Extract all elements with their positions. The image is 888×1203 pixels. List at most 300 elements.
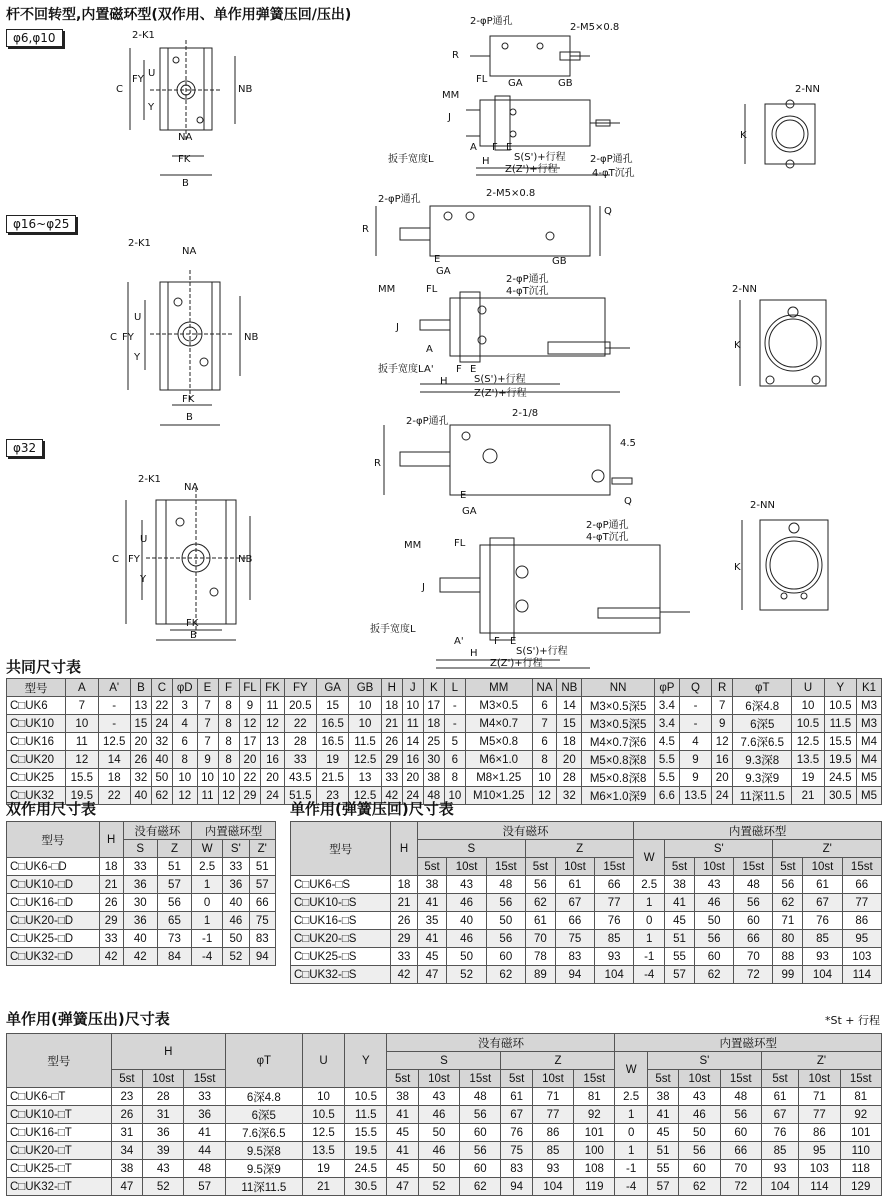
table-cell: 30.5	[824, 787, 856, 805]
col-h: H	[99, 822, 123, 858]
table-cell: 20	[402, 769, 423, 787]
table-cell: 30	[423, 751, 444, 769]
table-cell: 60	[694, 948, 733, 966]
table-cell: 70	[734, 948, 773, 966]
table-cell: 48	[184, 1160, 225, 1178]
table-cell: 15	[316, 697, 348, 715]
common-table-title: 共同尺寸表	[6, 658, 82, 676]
double-acting-table	[6, 821, 276, 966]
lbl-e2-b: E	[470, 364, 477, 375]
header-cell: NB	[557, 679, 582, 697]
table-cell: 41	[387, 1106, 418, 1124]
lbl-s-b: S(S')+行程	[474, 374, 526, 385]
table-cell: 60	[734, 912, 773, 930]
lbl-nb-b: NB	[244, 332, 259, 343]
table-cell: 6深5	[733, 715, 792, 733]
table-cell: 72	[734, 966, 773, 984]
table-cell: 10	[66, 715, 98, 733]
section-label-6-10: φ6,φ10	[6, 29, 63, 47]
table-cell: 16.5	[316, 733, 348, 751]
table-cell: 67	[501, 1106, 532, 1124]
lbl-k1-b: 2-K1	[128, 238, 151, 249]
table-cell: 24	[151, 715, 172, 733]
lbl-r-c: R	[374, 458, 381, 469]
lbl-z-a: Z(Z')+行程	[505, 164, 558, 175]
table-cell: M8×1.25	[465, 769, 532, 787]
col-stroke: 15st	[460, 1070, 501, 1088]
table-row	[7, 1124, 882, 1142]
table-cell: -	[444, 697, 465, 715]
table-cell: 9	[679, 751, 711, 769]
table-cell: C□UK32-□T	[7, 1178, 112, 1196]
table-cell: C□UK10-□D	[7, 876, 100, 894]
lbl-fy-a: FY	[132, 74, 144, 85]
table-cell: 33	[99, 930, 123, 948]
table-cell: 6.6	[655, 787, 680, 805]
table-cell: 45	[387, 1160, 418, 1178]
table-cell: 6	[172, 733, 197, 751]
col-nomag: 没有磁环	[387, 1034, 615, 1052]
table-cell: 62	[773, 894, 803, 912]
table-cell: C□UK25	[7, 769, 66, 787]
table-cell: 21	[391, 894, 417, 912]
table-cell: 62	[679, 1178, 720, 1196]
table-cell: 62	[460, 1178, 501, 1196]
table-cell: M5	[857, 769, 882, 787]
table-cell: M6×1.0	[465, 751, 532, 769]
table-cell: 43	[418, 1088, 459, 1106]
table-cell: 21	[302, 1178, 344, 1196]
table-cell: 42	[391, 966, 417, 984]
table-cell: -4	[615, 1178, 647, 1196]
table-cell: 24.5	[824, 769, 856, 787]
table-cell: 9.5深8	[225, 1142, 302, 1160]
table-cell: 50	[679, 1124, 720, 1142]
col-stroke: 15st	[486, 858, 525, 876]
table-cell: 55	[647, 1160, 678, 1178]
table-cell: 56	[773, 876, 803, 894]
table-cell: 61	[761, 1088, 798, 1106]
lbl-nb-c: NB	[238, 554, 253, 565]
lbl-tsink-c: 4-φT沉孔	[586, 532, 629, 543]
col-stroke: 5st	[501, 1070, 532, 1088]
lbl-18-c: 2-1/8	[512, 408, 539, 419]
table-cell: 12	[532, 787, 557, 805]
lbl-z-b: Z(Z')+行程	[474, 388, 527, 399]
table-cell: 16	[261, 751, 284, 769]
table-cell: 83	[555, 948, 594, 966]
table-cell: -1	[192, 930, 223, 948]
table-cell: 56	[486, 894, 525, 912]
table-cell: 52	[447, 966, 486, 984]
lbl-fk-b: FK	[182, 394, 195, 405]
header-cell: A'	[98, 679, 130, 697]
col-stroke: 15st	[720, 1070, 761, 1088]
lbl-f-c: F	[494, 636, 500, 647]
table-cell: 22	[239, 769, 261, 787]
header-cell: FY	[284, 679, 316, 697]
table-cell: 62	[151, 787, 172, 805]
table-cell: 71	[532, 1088, 573, 1106]
table-cell: 129	[840, 1178, 881, 1196]
table-cell: 99	[773, 966, 803, 984]
lbl-fy-b: FY	[122, 332, 134, 343]
table-cell: 70	[720, 1160, 761, 1178]
col-stroke: 10st	[143, 1070, 184, 1088]
table-cell: 10.5	[345, 1088, 387, 1106]
table-cell: 15.5	[824, 733, 856, 751]
lbl-h-c: H	[470, 648, 478, 659]
table-cell: 6深5	[225, 1106, 302, 1124]
table-cell: M4×0.7	[465, 715, 532, 733]
table-cell: 1	[634, 894, 665, 912]
table-cell: 7.6深6.5	[733, 733, 792, 751]
table-cell: C□UK25-□D	[7, 930, 100, 948]
table-cell: 86	[532, 1124, 573, 1142]
lbl-y-a: Y	[148, 102, 155, 113]
table-cell: 60	[679, 1160, 720, 1178]
table-cell: 62	[486, 966, 525, 984]
table-cell: 30.5	[345, 1178, 387, 1196]
table-cell: 19	[316, 751, 348, 769]
table-row	[7, 751, 882, 769]
lbl-j-b: J	[396, 322, 399, 333]
table-cell: 19.5	[824, 751, 856, 769]
lbl-u-a: U	[148, 68, 156, 79]
table-cell: 12	[66, 751, 98, 769]
table-cell: 50	[694, 912, 733, 930]
table-cell: M10×1.25	[465, 787, 532, 805]
table-cell: 76	[761, 1124, 798, 1142]
table-cell: 92	[574, 1106, 615, 1124]
header-cell: Y	[824, 679, 856, 697]
table-cell: 29	[391, 930, 417, 948]
lbl-s-a: S(S')+行程	[514, 152, 566, 163]
table-cell: 101	[574, 1124, 615, 1142]
table-cell: 48	[720, 1088, 761, 1106]
table-cell: C□UK10-□T	[7, 1106, 112, 1124]
table-cell: 10	[197, 769, 218, 787]
header-cell: MM	[465, 679, 532, 697]
table-cell: 76	[803, 912, 842, 930]
table-cell: M3	[857, 697, 882, 715]
table-cell: 7	[712, 697, 733, 715]
table-cell: 86	[842, 912, 881, 930]
table-row	[291, 930, 882, 948]
table-cell: 10	[532, 769, 557, 787]
lbl-tsink-b: 4-φT沉孔	[506, 286, 549, 297]
table-cell: 95	[842, 930, 881, 948]
table-cell: 16.5	[316, 715, 348, 733]
table-cell: 93	[761, 1160, 798, 1178]
table-cell: 56	[460, 1142, 501, 1160]
table-cell: 50	[486, 912, 525, 930]
table-cell: 20.5	[284, 697, 316, 715]
lbl-ga-a: GA	[508, 78, 523, 89]
table-cell: M3×0.5深5	[582, 715, 655, 733]
lbl-wrench-a: 扳手宽度L	[388, 154, 434, 165]
table-cell: 76	[501, 1124, 532, 1142]
table-cell: 10	[349, 715, 381, 733]
table-cell: 20	[130, 733, 151, 751]
table-cell: 5.5	[655, 751, 680, 769]
table-cell: 25	[423, 733, 444, 751]
col-stroke: 10st	[799, 1070, 840, 1088]
col-h: H	[111, 1034, 225, 1070]
table-cell: 52	[418, 1178, 459, 1196]
col-s: S	[387, 1052, 501, 1070]
table-cell: 12	[218, 787, 239, 805]
table-cell: C□UK10	[7, 715, 66, 733]
table-row	[291, 894, 882, 912]
table-cell: 60	[460, 1124, 501, 1142]
lbl-e2-c: E	[510, 636, 517, 647]
table-cell: 51.5	[284, 787, 316, 805]
header-cell: Q	[679, 679, 711, 697]
single-s-table-title: 单作用(弹簧压回)尺寸表	[290, 800, 454, 818]
table-cell: 18	[423, 715, 444, 733]
table-cell: 12.5	[98, 733, 130, 751]
table-cell: 75	[555, 930, 594, 948]
table-cell: 21	[99, 876, 123, 894]
table-cell: 15.5	[345, 1124, 387, 1142]
table-cell: 85	[761, 1142, 798, 1160]
col-h: H	[391, 822, 417, 876]
table-cell: 15	[557, 715, 582, 733]
table-cell: 30	[123, 894, 157, 912]
table-cell: 103	[799, 1160, 840, 1178]
lbl-y-b: Y	[134, 352, 141, 363]
table-cell: 36	[184, 1106, 225, 1124]
top-view-medium	[376, 206, 600, 256]
table-cell: 93	[532, 1160, 573, 1178]
table-cell: 40	[447, 912, 486, 930]
single-return-table	[290, 821, 882, 984]
col-model: 型号	[7, 822, 100, 858]
table-cell: 33	[391, 948, 417, 966]
table-cell: 43	[679, 1088, 720, 1106]
col-stroke: 10st	[447, 858, 486, 876]
table-cell: 38	[417, 876, 447, 894]
table-cell: 41	[387, 1142, 418, 1160]
lbl-z-c: Z(Z')+行程	[490, 658, 543, 669]
table-cell: 26	[391, 912, 417, 930]
table-cell: 57	[647, 1178, 678, 1196]
col-s: S	[123, 840, 157, 858]
lbl-fl-a: FL	[476, 74, 488, 85]
table-cell: 10.5	[824, 697, 856, 715]
table-cell: 50	[223, 930, 249, 948]
table-cell: C□UK32	[7, 787, 66, 805]
table-cell: C□UK32-□S	[291, 966, 391, 984]
top-view-large	[384, 425, 632, 495]
table-cell: 78	[525, 948, 555, 966]
table-cell: 13	[261, 733, 284, 751]
table-cell: 119	[574, 1178, 615, 1196]
lbl-b-c: B	[190, 630, 197, 641]
table-row	[7, 1088, 882, 1106]
table-cell: -	[679, 697, 711, 715]
table-cell: 104	[803, 966, 842, 984]
col-w: W	[634, 840, 665, 876]
table-cell: -4	[634, 966, 665, 984]
lbl-tsink-a: 4-φT沉孔	[592, 168, 635, 179]
table-cell: 26	[130, 751, 151, 769]
table-cell: 12	[712, 733, 733, 751]
header-cell: GB	[349, 679, 381, 697]
table-cell: 9	[712, 715, 733, 733]
col-stroke: 5st	[761, 1070, 798, 1088]
table-cell: C□UK6-□D	[7, 858, 100, 876]
common-dimension-table	[6, 678, 882, 805]
table-cell: 28	[284, 733, 316, 751]
header-cell: L	[444, 679, 465, 697]
table-cell: 47	[111, 1178, 142, 1196]
table-cell: 7	[197, 733, 218, 751]
table-cell: C□UK25-□T	[7, 1160, 112, 1178]
table-cell: 110	[840, 1142, 881, 1160]
table-cell: 19	[792, 769, 824, 787]
table-cell: M3×0.5	[465, 697, 532, 715]
table-cell: 60	[720, 1124, 761, 1142]
col-mag: 内置磁环型	[615, 1034, 882, 1052]
table-cell: 10	[402, 697, 423, 715]
top-view-small	[470, 36, 590, 76]
table-cell: -1	[615, 1160, 647, 1178]
lbl-nn-c: 2-NN	[750, 500, 775, 511]
table-cell: C□UK16-□S	[291, 912, 391, 930]
table-cell: 95	[799, 1142, 840, 1160]
table-cell: 47	[387, 1178, 418, 1196]
lbl-s-c: S(S')+行程	[516, 646, 568, 657]
col-s2: S'	[665, 840, 773, 858]
table-cell: 88	[773, 948, 803, 966]
table-cell: 57	[157, 876, 191, 894]
table-cell: 43	[143, 1160, 184, 1178]
table-cell: 51	[249, 858, 275, 876]
table-cell: 11深11.5	[733, 787, 792, 805]
col-t: φT	[225, 1034, 302, 1088]
table-cell: 7	[532, 715, 557, 733]
table-cell: 10	[172, 769, 197, 787]
col-stroke: 10st	[555, 858, 594, 876]
table-cell: 3	[172, 697, 197, 715]
lbl-ga-b: GA	[436, 266, 451, 277]
table-cell: 1	[615, 1106, 647, 1124]
table-cell: 18	[99, 858, 123, 876]
table-cell: 65	[157, 912, 191, 930]
table-cell: 3.4	[655, 697, 680, 715]
table-cell: 12.5	[349, 751, 381, 769]
table-cell: 89	[525, 966, 555, 984]
table-cell: 39	[143, 1142, 184, 1160]
lbl-a-b: A	[426, 344, 433, 355]
table-cell: 8	[532, 751, 557, 769]
table-cell: 12.5	[792, 733, 824, 751]
lbl-fy-c: FY	[128, 554, 140, 565]
table-cell: 83	[249, 930, 275, 948]
table-row	[7, 697, 882, 715]
table-cell: 12	[261, 715, 284, 733]
lbl-fl-c: FL	[454, 538, 466, 549]
table-cell: C□UK20-□T	[7, 1142, 112, 1160]
table-cell: 104	[595, 966, 634, 984]
table-cell: 26	[381, 733, 402, 751]
header-cell: F	[218, 679, 239, 697]
table-row	[7, 876, 276, 894]
col-stroke: 10st	[418, 1070, 459, 1088]
col-stroke: 10st	[803, 858, 842, 876]
table-cell: C□UK20-□D	[7, 912, 100, 930]
header-cell: K1	[857, 679, 882, 697]
table-cell: 101	[840, 1124, 881, 1142]
table-cell: 9	[197, 751, 218, 769]
table-cell: 73	[157, 930, 191, 948]
lbl-pt-c: 2-φP通孔	[586, 520, 629, 531]
lbl-f-b: F	[456, 364, 462, 375]
table-cell: 75	[249, 912, 275, 930]
lbl-fk-a: FK	[178, 154, 191, 165]
table-cell: C□UK16	[7, 733, 66, 751]
table-cell: 2.5	[615, 1088, 647, 1106]
table-cell: 48	[486, 876, 525, 894]
lbl-m5-a: 2-M5×0.8	[570, 22, 620, 33]
table-cell: 32	[151, 733, 172, 751]
table-cell: 11.5	[349, 733, 381, 751]
table-cell: 77	[799, 1106, 840, 1124]
table-row	[7, 769, 882, 787]
lbl-r-a: R	[452, 50, 459, 61]
table-cell: 46	[418, 1106, 459, 1124]
header-cell: J	[402, 679, 423, 697]
table-cell: 62	[525, 894, 555, 912]
lbl-a2-b: A'	[424, 364, 434, 375]
table-cell: 36	[123, 912, 157, 930]
lbl-ga-c: GA	[462, 506, 477, 517]
table-cell: 56	[679, 1142, 720, 1160]
table-cell: 41	[665, 894, 695, 912]
table-cell: 2.5	[192, 858, 223, 876]
col-z: Z	[525, 840, 633, 858]
table-cell: 10.5	[302, 1106, 344, 1124]
lbl-p-b: 2-φP通孔	[378, 194, 421, 205]
table-cell: 14	[98, 751, 130, 769]
table-cell: C□UK6	[7, 697, 66, 715]
table-cell: 52	[223, 948, 249, 966]
table-cell: 8	[444, 769, 465, 787]
lbl-h-b: H	[440, 376, 448, 387]
table-row	[7, 1160, 882, 1178]
table-cell: 61	[555, 876, 594, 894]
table-cell: -	[98, 715, 130, 733]
table-cell: 24	[402, 787, 423, 805]
lbl-wrench-c: 扳手宽度L	[370, 624, 416, 635]
col-z: Z	[157, 840, 191, 858]
table-cell: C□UK25-□S	[291, 948, 391, 966]
table-row	[7, 1106, 882, 1124]
table-cell: 15	[130, 715, 151, 733]
table-cell: 48	[423, 787, 444, 805]
table-cell: M5	[857, 787, 882, 805]
table-cell: 8	[172, 751, 197, 769]
table-cell: 72	[720, 1178, 761, 1196]
table-cell: 0	[192, 894, 223, 912]
table-cell: 0	[615, 1124, 647, 1142]
lbl-m5-b: 2-M5×0.8	[486, 188, 536, 199]
table-cell: 43.5	[284, 769, 316, 787]
lbl-p-c: 2-φP通孔	[406, 416, 449, 427]
table-cell: 85	[532, 1142, 573, 1160]
